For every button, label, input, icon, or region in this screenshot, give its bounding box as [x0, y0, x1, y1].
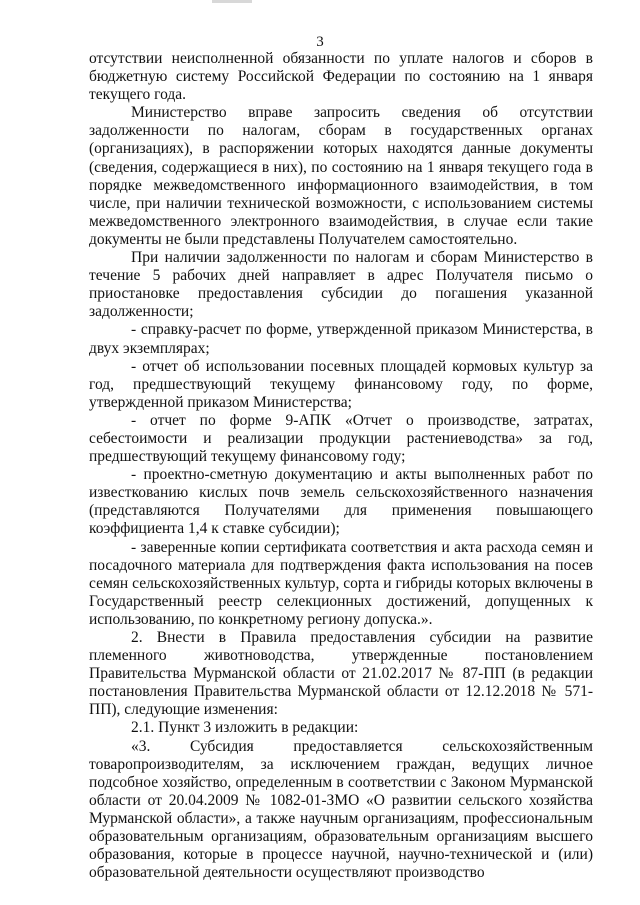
- paragraph: 2. Внести в Правила предоставления субсидии на развитие племенного животноводства, утвержденные постановлением Правительства Мурманской области от 21.02.2017 № 87-ПП (в редакции постановления Правительства Мурманской области от 12.12.2018 № 571-ПП), следующие изменения:: [89, 629, 593, 719]
- list-item: - заверенные копии сертификата соответствия и акта расхода семян и посадочного материала для подтверждения факта использования на посев семян сельскохозяйственных культур, сорта и гибриды которых включены в Государственный реестр селекционных достижений, допущенных к использованию, по конкретному региону допуска.».: [89, 538, 593, 628]
- paragraph: При наличии задолженности по налогам и сборам Министерство в течение 5 рабочих дней направляет в адрес Получателя письмо о приостановке предоставления субсидии до погашения указанной задолженности;: [89, 249, 593, 321]
- paragraph: «3. Субсидия предоставляется сельскохозяйственным товаропроизводителям, за исключением граждан, ведущих личное подсобное хозяйство, определенным в соответствии с Законом Мурманской области от 20.04.2009 № 1082-01-ЗМО «О развитии сельского хозяйства Мурманской области», а также научным организациям, профессиональным образовательным организациям, образовательным организациям высшего образования, которые в процессе научной, научно-технической и (или) образовательной деятельности осуществляют производство: [89, 737, 593, 882]
- list-item: - отчет по форме 9-АПК «Отчет о производстве, затратах, себестоимости и реализации продукции растениеводства» за год, предшествующий текущему финансовому году;: [89, 411, 593, 466]
- paragraph: Министерство вправе запросить сведения об отсутствии задолженности по налогам, сборам в государственных органах (организациях), в распоряжении которых находятся данные документы (сведения, содержащиеся в них), по состоянию на 1 января текущего года в порядке межведомственного информационного взаимодействия, в том числе, при наличии технической возможности, с использованием системы межведомственного электронного взаимодействия, в случае если такие документы не были представлены Получателем самостоятельно.: [89, 104, 593, 248]
- scan-artifact: [212, 0, 252, 3]
- paragraph: отсутствии неисполненной обязанности по уплате налогов и сборов в бюджетную систему Российской Федерации по состоянию на 1 января текущего года.: [89, 50, 593, 104]
- page-number: 3: [316, 34, 324, 50]
- list-item: - отчет об использовании посевных площадей кормовых культур за год, предшествующий текущему финансовому году, по форме, утвержденной приказом Министерства;: [89, 357, 593, 411]
- list-item: - справку-расчет по форме, утвержденной приказом Министерства, в двух экземплярах;: [89, 321, 593, 357]
- document-body: [89, 50, 593, 882]
- paragraph: 2.1. Пункт 3 изложить в редакции:: [131, 719, 359, 737]
- list-item: - проектно-сметную документацию и акты выполненных работ по известкованию кислых почв земель сельскохозяйственного назначения (представляются Получателями для применения повышающего коэффициента 1,4 к ставке субсидии);: [89, 466, 593, 538]
